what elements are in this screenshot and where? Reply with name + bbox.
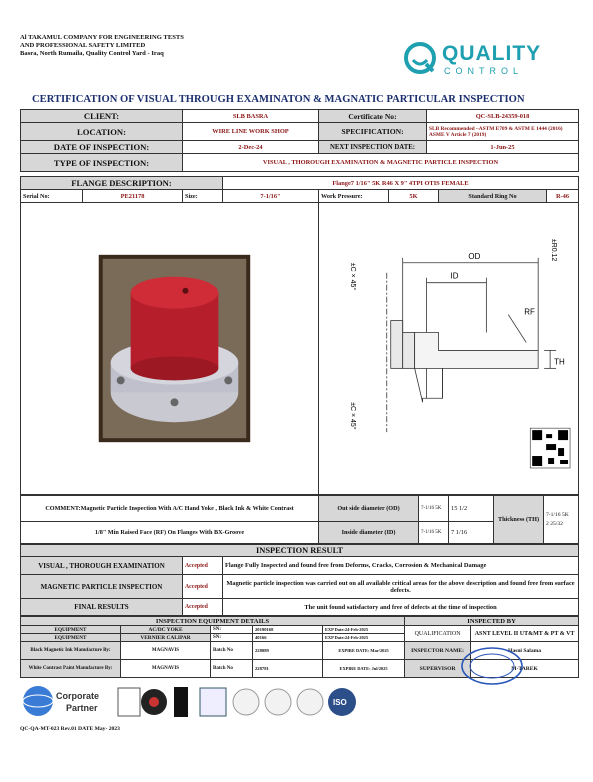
result-table	[20, 544, 579, 616]
quality-control-logo	[404, 40, 574, 82]
inspector-value: Hasni Salama	[471, 642, 579, 660]
equipment-sn: 40166	[253, 634, 323, 642]
company-line2: AND PROFESSIONAL SAFETY LIMITED	[20, 42, 146, 49]
location-label: LOCATION:	[21, 123, 183, 141]
form-code: QC-QA-MT-023 Rev.01 DATE May- 2023	[20, 726, 120, 733]
qualification-label: QUALIFICATION	[405, 626, 471, 642]
equipment-label: EQUIPMENT	[21, 634, 121, 642]
next-inspection-label: NEXT INSPECTION DATE:	[319, 141, 427, 154]
inspected-by-header: INSPECTED BY	[405, 617, 579, 626]
result-status: Accepted	[183, 557, 223, 575]
equipment-sn-label: SN:	[211, 634, 253, 642]
drawing-chamfer-bottom: ±C × 45°	[348, 402, 356, 430]
qr-code-icon	[530, 428, 570, 468]
partner-text-2: Partner	[66, 703, 98, 714]
supervisor-label: SUPERVISOR	[405, 660, 471, 678]
specification-label: SPECIFICATION:	[319, 123, 427, 141]
badge-1-icon	[118, 688, 140, 716]
inspection-date-label: DATE OF INSPECTION:	[21, 141, 183, 154]
flange-technical-drawing	[319, 203, 578, 492]
drawing-rf-label: RF	[524, 307, 535, 317]
company-line1: Al TAKAMUL COMPANY FOR ENGINEERING TESTS	[20, 34, 184, 41]
equipment-sn-label: Batch No	[211, 642, 253, 660]
equipment-label: EQUIPMENT	[21, 626, 121, 634]
inspection-type-value: VISUAL , THOROUGH EXAMINATION & MAGNETIC PARTICLE INSPECTION	[183, 154, 579, 172]
certification-badges	[116, 684, 366, 720]
logo-text-quality: QUALITY	[442, 42, 542, 65]
id-value: 7 1/16	[449, 522, 494, 544]
result-header: INSPECTION RESULT	[21, 545, 579, 557]
result-row	[21, 599, 579, 616]
result-row	[21, 557, 579, 575]
client-value: SLB BASRA	[183, 110, 319, 123]
flange-description-value: Flange7 1/16" 5K R46 X 9" 4TPI OTIS FEMALE	[223, 177, 579, 190]
drawing-od-label: OD	[468, 251, 481, 261]
flange-photo	[21, 203, 318, 492]
flange-description-label: FLANGE DESCRIPTION:	[21, 177, 223, 190]
info-table	[20, 109, 579, 172]
client-label: CLIENT:	[21, 110, 183, 123]
qualification-value: ASNT LEVEL II UT&MT & PT & VT	[471, 626, 579, 642]
od-size: 7-1/16 5K	[419, 496, 449, 522]
certificate-page	[20, 28, 578, 732]
result-note: Magnetic particle inspection was carried out on all available critical areas for the above description and found free from surface defects.	[223, 575, 579, 599]
equipment-sn: 228781	[253, 660, 323, 678]
iso-text: ISO	[333, 698, 347, 708]
flange-table	[20, 176, 579, 495]
equipment-value: VERNIER CALIPAR	[121, 634, 211, 642]
result-note: The unit found satisfactory and free of defects at the time of inspection	[223, 599, 579, 616]
thickness-value: 2 25/32	[546, 520, 563, 527]
thickness-size: 7-1/16 5K	[546, 511, 569, 518]
location-value: WIRE LINE WORK SHOP	[183, 123, 319, 141]
result-name: VISUAL , THOROUGH EXAMINATION	[21, 557, 183, 575]
flange-photo-cell	[21, 203, 319, 495]
logo-text-control: CONTROL	[444, 66, 524, 76]
company-address: Basra, North Rumaila, Quality Control Yard - Iraq	[20, 50, 164, 57]
thickness-cell	[544, 496, 579, 544]
flange-drawing-cell	[319, 203, 579, 495]
thickness-label: Thickness (TH)	[494, 496, 544, 544]
ring-value: R-46	[547, 190, 579, 203]
equipment-sn: 228089	[253, 642, 323, 660]
equipment-exp: EXP Date:24-Feb-2025	[323, 634, 405, 642]
badge-3-icon	[174, 687, 188, 717]
equipment-value: AC/DC YOKE	[121, 626, 211, 634]
certificate-label: Certificate No:	[319, 110, 427, 123]
equipment-exp: EXPIRE DATE: Mar/2025	[323, 642, 405, 660]
next-inspection-value: 1-Jun-25	[427, 141, 579, 154]
inspection-date-value: 2-Dec-24	[183, 141, 319, 154]
od-value: 15 1/2	[449, 496, 494, 522]
equipment-exp: EXP Date:24-Feb-2025	[323, 626, 405, 634]
header	[20, 28, 578, 90]
company-name	[20, 34, 250, 58]
equipment-sn-label: SN:	[211, 626, 253, 634]
badge-5-icon	[233, 689, 259, 715]
certificate-title: CERTIFICATION OF VISUAL THROUGH EXAMINATON & MAGNATIC PARTICULAR INSPECTION	[32, 94, 525, 105]
footer-badges	[20, 680, 578, 724]
result-name: MAGNETIC PARTICLE INSPECTION	[21, 575, 183, 599]
pressure-value: 5K	[389, 190, 439, 203]
quality-control-stamp-icon	[460, 646, 524, 686]
result-status: Accepted	[183, 599, 223, 616]
result-name: FINAL RESULTS	[21, 599, 183, 616]
badge-7-icon	[297, 689, 323, 715]
equipment-exp: EXPIRE DATE: Jul/2025	[323, 660, 405, 678]
equipment-value: MAGNAVIS	[121, 642, 211, 660]
inspector-label: INSPECTOR NAME:	[405, 642, 471, 660]
equipment-row	[21, 626, 579, 634]
partner-text-1: Corporate	[56, 691, 100, 702]
drawing-th-label: TH	[554, 357, 565, 367]
equipment-sn-label: Batch No	[211, 660, 253, 678]
badge-4-icon	[200, 688, 226, 716]
supervisor-name: M-TAREK	[511, 665, 538, 672]
result-row	[21, 575, 579, 599]
od-label: Out side diameter (OD)	[319, 496, 419, 522]
badge-6-icon	[265, 689, 291, 715]
corporate-partner-badge	[20, 682, 110, 720]
equipment-header: INSPECTION EQUIPMENT DETAILS	[21, 617, 405, 626]
result-note: Flange Fully Inspected and found free from Deforms, Cracks, Corrosion & Mechanical Damage	[223, 557, 579, 575]
pressure-label: Work Pressure:	[319, 190, 389, 203]
drawing-chamfer-top: ±C × 45°	[348, 262, 356, 291]
comment-raised-face: 1/8" Min Raised Face (RF) On Flanges With BX-Groove	[21, 522, 319, 544]
serial-label: Serial No:	[21, 190, 83, 203]
certificate-value: QC-SLB-24359-018	[427, 110, 579, 123]
ring-label: Standard Ring No	[439, 190, 547, 203]
inspection-type-label: TYPE OF INSPECTION:	[21, 154, 183, 172]
equipment-value: MAGNAVIS	[121, 660, 211, 678]
comment-table	[20, 495, 579, 544]
equipment-label: Black Magnetic Ink Manufacture By:	[21, 642, 121, 660]
specification-value: SLB Recommended –ASTM E709 & ASTM E 1444 (2016) ASME V Article 7 (2019)	[427, 123, 579, 141]
id-size: 7-1/16 5K	[419, 522, 449, 544]
result-status: Accepted	[183, 575, 223, 599]
drawing-id-label: ID	[450, 271, 459, 281]
id-label: Inside diameter (ID)	[319, 522, 419, 544]
comment-text: COMMENT:Magnetic Particle Inspection With A/C Hand Yoke , Black Ink & White Contrast	[21, 496, 319, 522]
serial-value: PE21178	[83, 190, 183, 203]
quality-control-logo-icon	[404, 42, 436, 74]
drawing-radius-label: ±R0.12	[550, 238, 558, 262]
size-value: 7-1/16"	[223, 190, 319, 203]
equipment-sn: 20190168	[253, 626, 323, 634]
size-label: Size:	[183, 190, 223, 203]
equipment-label: White Contrast Paint Manufacture By:	[21, 660, 121, 678]
